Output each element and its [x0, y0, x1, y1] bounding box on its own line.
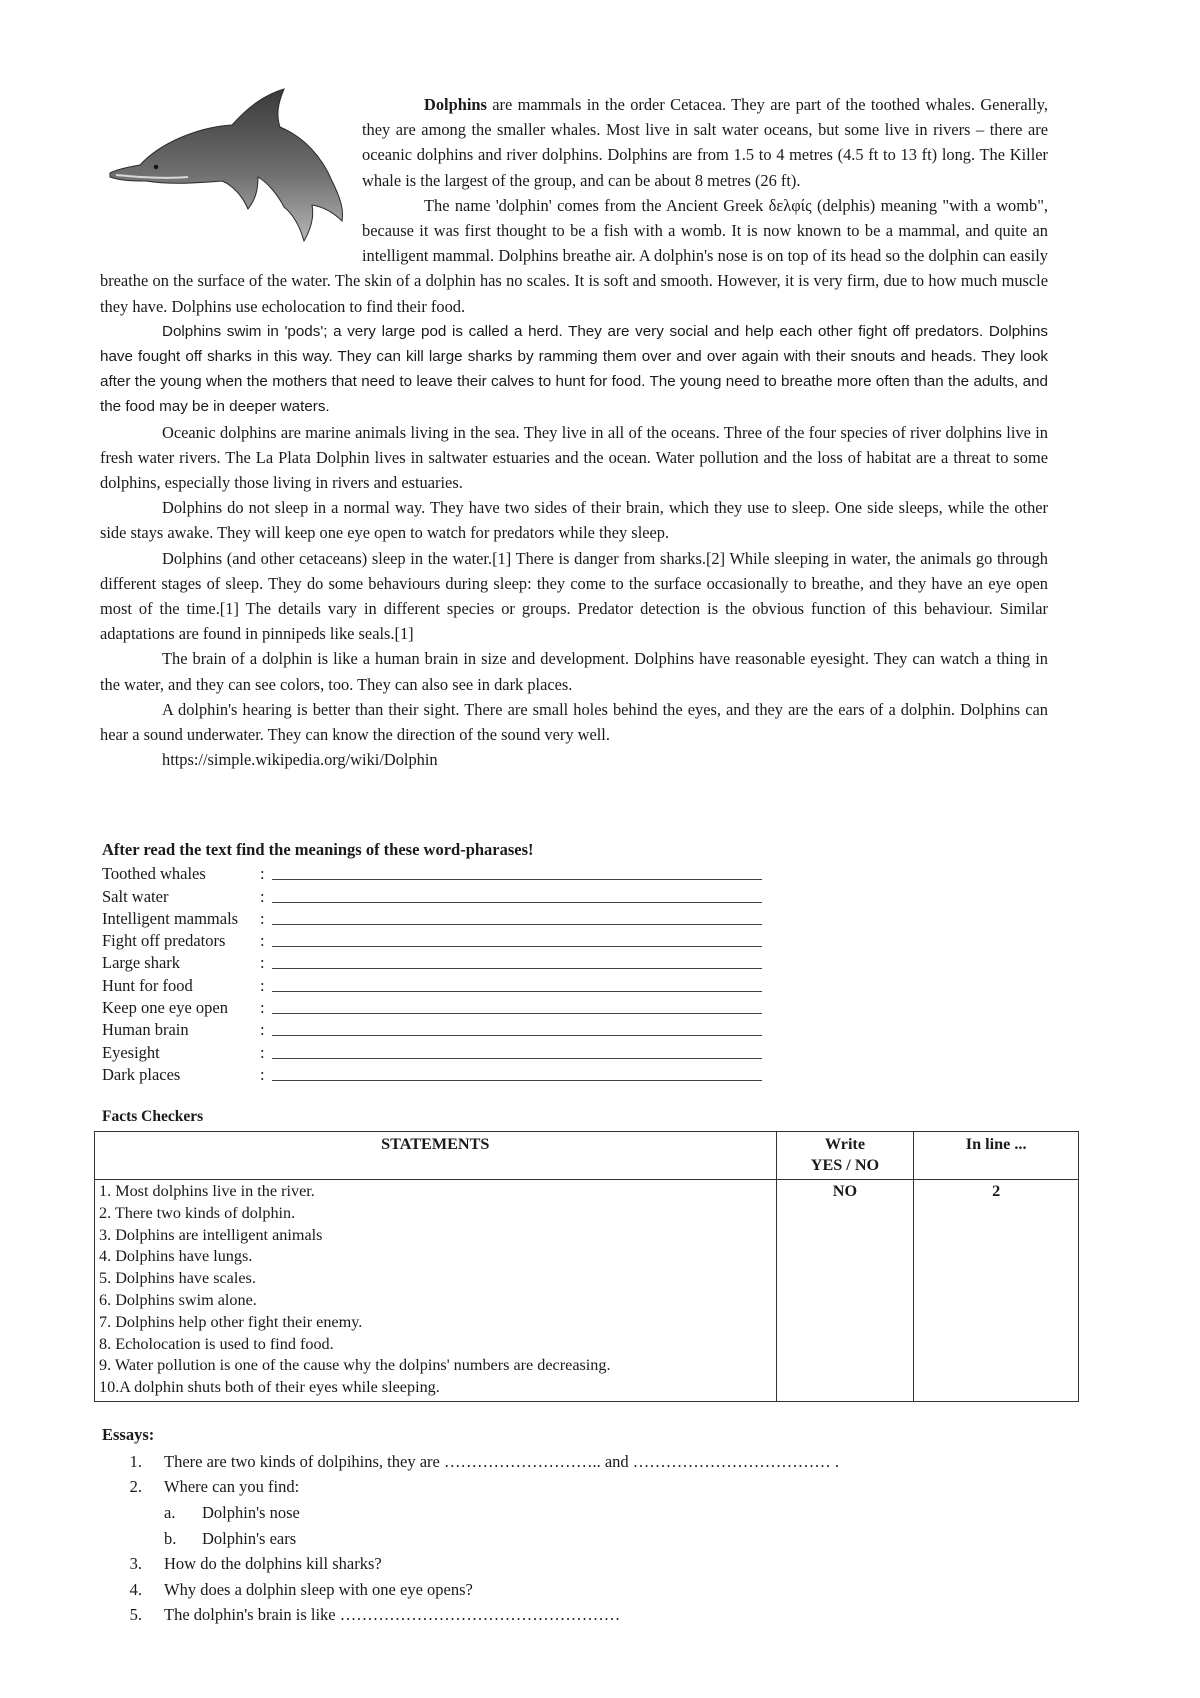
vocabulary-section [102, 840, 802, 1085]
vocab-colon: : [260, 1064, 265, 1084]
essay-text: There are two kinds of dolpihins, they are ……………………….. and ……………………………… . [164, 1451, 840, 1471]
vocab-colon: : [260, 1020, 265, 1040]
statement-item: 9. Water pollution is one of the cause why the dolpins' numbers are decreasing. [99, 1356, 611, 1375]
essay-question [102, 1475, 1002, 1501]
vocab-answer-line[interactable] [272, 999, 762, 1014]
vocab-answer-line[interactable] [272, 1066, 762, 1081]
vocab-colon: : [260, 953, 265, 973]
vocab-row [102, 907, 802, 929]
statement-item: 1. Most dolphins live in the river. [99, 1182, 315, 1200]
essay-number: 4. [129, 1579, 142, 1599]
essay-number: 1. [129, 1451, 142, 1471]
essay-question-list [102, 1449, 1002, 1628]
table-body-row [95, 1180, 1079, 1402]
essay-text: The dolphin's brain is like …………………………………………… [164, 1605, 621, 1625]
essay-sub-text: Dolphin's ears [202, 1528, 297, 1548]
essay-question [102, 1551, 1002, 1577]
vocab-row [102, 1040, 802, 1062]
vocab-answer-line[interactable] [272, 910, 762, 925]
vocab-answer-line[interactable] [272, 865, 762, 880]
vocab-answer-line[interactable] [272, 954, 762, 969]
vocab-row [102, 951, 802, 973]
facts-checkers-title: Facts Checkers [102, 1108, 204, 1125]
vocab-colon: : [260, 1042, 265, 1062]
table-header-row [95, 1132, 1079, 1180]
vocab-term: Keep one eye open [102, 998, 228, 1018]
example-answer: NO [832, 1182, 858, 1200]
article-source-link: https://simple.wikipedia.org/wiki/Dolphin [162, 750, 438, 770]
statement-item: 6. Dolphins swim alone. [99, 1290, 257, 1309]
essay-sub-question [102, 1526, 1002, 1552]
essays-title: Essays: [102, 1425, 155, 1444]
article-paragraph-7: The brain of a dolphin is like a human brain in size and development. Dolphins have reasonable eyesight. They can watch a thing in the water, and they can see colors, too. They can also see in dark places. [100, 649, 1048, 694]
article-paragraph-5: Dolphins do not sleep in a normal way. They have two sides of their brain, which they use to sleep. One side sleeps, while the other side stays awake. They will keep one eye open to watch for predators while they sleep. [100, 498, 1048, 543]
facts-checkers-table [94, 1131, 1079, 1402]
dolphin-article [100, 92, 1048, 772]
essay-question [102, 1449, 1002, 1475]
vocab-term: Fight off predators [102, 931, 226, 951]
essay-question [102, 1603, 1002, 1629]
image-float-spacer [100, 92, 362, 245]
vocab-term: Large shark [102, 953, 181, 973]
statements-header: STATEMENTS [95, 1132, 777, 1180]
essay-text: Why does a dolphin sleep with one eye opens? [164, 1579, 473, 1599]
vocab-row [102, 1063, 802, 1085]
statement-item: 8. Echolocation is used to find food. [99, 1334, 334, 1353]
essay-number: 5. [129, 1605, 142, 1625]
in-line-header: In line ... [914, 1132, 1079, 1180]
article-lead-word: Dolphins [424, 95, 487, 114]
essay-sub-question [102, 1500, 1002, 1526]
answer-cell[interactable] [776, 1180, 914, 1402]
essays-section [102, 1425, 1002, 1628]
vocab-answer-line[interactable] [272, 977, 762, 992]
vocab-row [102, 929, 802, 951]
vocabulary-list [102, 862, 802, 1085]
vocab-term: Salt water [102, 886, 169, 906]
essay-sub-text: Dolphin's nose [202, 1502, 300, 1522]
vocab-answer-line[interactable] [272, 888, 762, 903]
essay-number: 3. [129, 1554, 142, 1574]
vocab-row [102, 1018, 802, 1040]
essay-number: 2. [129, 1477, 142, 1497]
write-header-label: Write [824, 1135, 866, 1153]
vocab-answer-line[interactable] [272, 932, 762, 947]
vocab-row [102, 973, 802, 995]
vocab-colon: : [260, 931, 265, 951]
essay-sub-letter: b. [164, 1528, 177, 1548]
vocab-answer-line[interactable] [272, 1021, 762, 1036]
essay-question [102, 1577, 1002, 1603]
essay-text: Where can you find: [164, 1477, 300, 1497]
line-cell[interactable] [914, 1180, 1079, 1402]
vocab-colon: : [260, 975, 265, 995]
article-paragraph-2: The name 'dolphin' comes from the Ancient Greek δελφίς (delphis) meaning "with a womb", because it was first thought to be a fish with a womb. It is now known to be a mammal, and quite an intelligent mammal. Dolphins breathe air. A dolphin's nose is on top of its head so the dolphin can easily breathe on the surface of the water. The skin of a dolphin has no scales. It is soft and smooth. However, it is very firm, due to how much muscle they have. Dolphins use echolocation to find their food. [100, 195, 1048, 316]
vocab-term: Hunt for food [102, 975, 193, 995]
article-paragraph-1-text: are mammals in the order Cetacea. They are part of the toothed whales. Generally, they are among the smaller whales. Most live in salt water oceans, but some live in rivers – there are oceanic dolphins and river dolphins. Dolphins are from 1.5 to 4 metres (4.5 ft to 13 ft) long. The Killer whale is the largest of the group, and can be about 8 metres (26 ft). [362, 95, 1048, 190]
statements-cell [95, 1180, 777, 1402]
vocab-term: Dark places [102, 1064, 181, 1084]
vocab-colon: : [260, 886, 265, 906]
article-paragraph-8: A dolphin's hearing is better than their sight. There are small holes behind the eyes, and they are the ears of a dolphin. Dolphins can hear a sound underwater. They can know the direction of the sound very well. [100, 699, 1048, 745]
vocab-answer-line[interactable] [272, 1044, 762, 1059]
article-paragraph-6: Dolphins (and other cetaceans) sleep in the water.[1] There is danger from sharks.[2] While sleeping in water, the animals go through different stages of sleep. They do some behaviours during sleep: they come to the surface occasionally to breathe, and they have an eye open most of the time.[1] The details vary in different species or groups. Predator detection is the obvious function of this behaviour. Similar adaptations are found in pinnipeds like seals.[1] [100, 548, 1048, 644]
statement-item: 2. There two kinds of dolphin. [99, 1203, 296, 1222]
statement-item: 3. Dolphins are intelligent animals [99, 1225, 323, 1244]
vocab-row [102, 996, 802, 1018]
write-header [776, 1132, 914, 1180]
statement-item: 5. Dolphins have scales. [99, 1269, 256, 1288]
vocab-colon: : [260, 998, 265, 1018]
vocab-term: Eyesight [102, 1042, 160, 1062]
vocab-term: Human brain [102, 1020, 189, 1040]
article-paragraph-4: Oceanic dolphins are marine animals living in the sea. They live in all of the oceans. Three of the four species of river dolphins live in fresh water rivers. The La Plata Dolphin lives in saltwater estuaries and the ocean. Water pollution and the loss of habitat are a threat to some dolphins, especially those living in rivers and estuaries. [100, 422, 1048, 493]
statement-item: 7. Dolphins help other fight their enemy. [99, 1312, 363, 1331]
vocab-row [102, 862, 802, 884]
article-paragraph-3: Dolphins swim in 'pods'; a very large pod is called a herd. They are very social and help each other fight off predators. Dolphins have fought off sharks in this way. They can kill large sharks by ramming them over and over again with their snouts and heads. They look after the young when the mothers that need to leave their calves to hunt for food. The young need to breathe more often than the adults, and the food may be in deeper waters. [100, 322, 1048, 416]
essay-sub-letter: a. [164, 1502, 176, 1522]
statement-item: 4. Dolphins have lungs. [99, 1247, 253, 1266]
vocab-term: Toothed whales [102, 864, 206, 884]
vocab-colon: : [260, 864, 265, 884]
vocab-row [102, 884, 802, 906]
vocabulary-title: After read the text find the meanings of these word-pharases! [102, 840, 534, 859]
essay-text: How do the dolphins kill sharks? [164, 1554, 382, 1574]
statement-item: 10.A dolphin shuts both of their eyes while sleeping. [99, 1378, 440, 1397]
example-line-number: 2 [992, 1182, 1001, 1200]
yes-no-label: YES / NO [810, 1156, 880, 1174]
vocab-term: Intelligent mammals [102, 908, 239, 928]
vocab-colon: : [260, 908, 265, 928]
